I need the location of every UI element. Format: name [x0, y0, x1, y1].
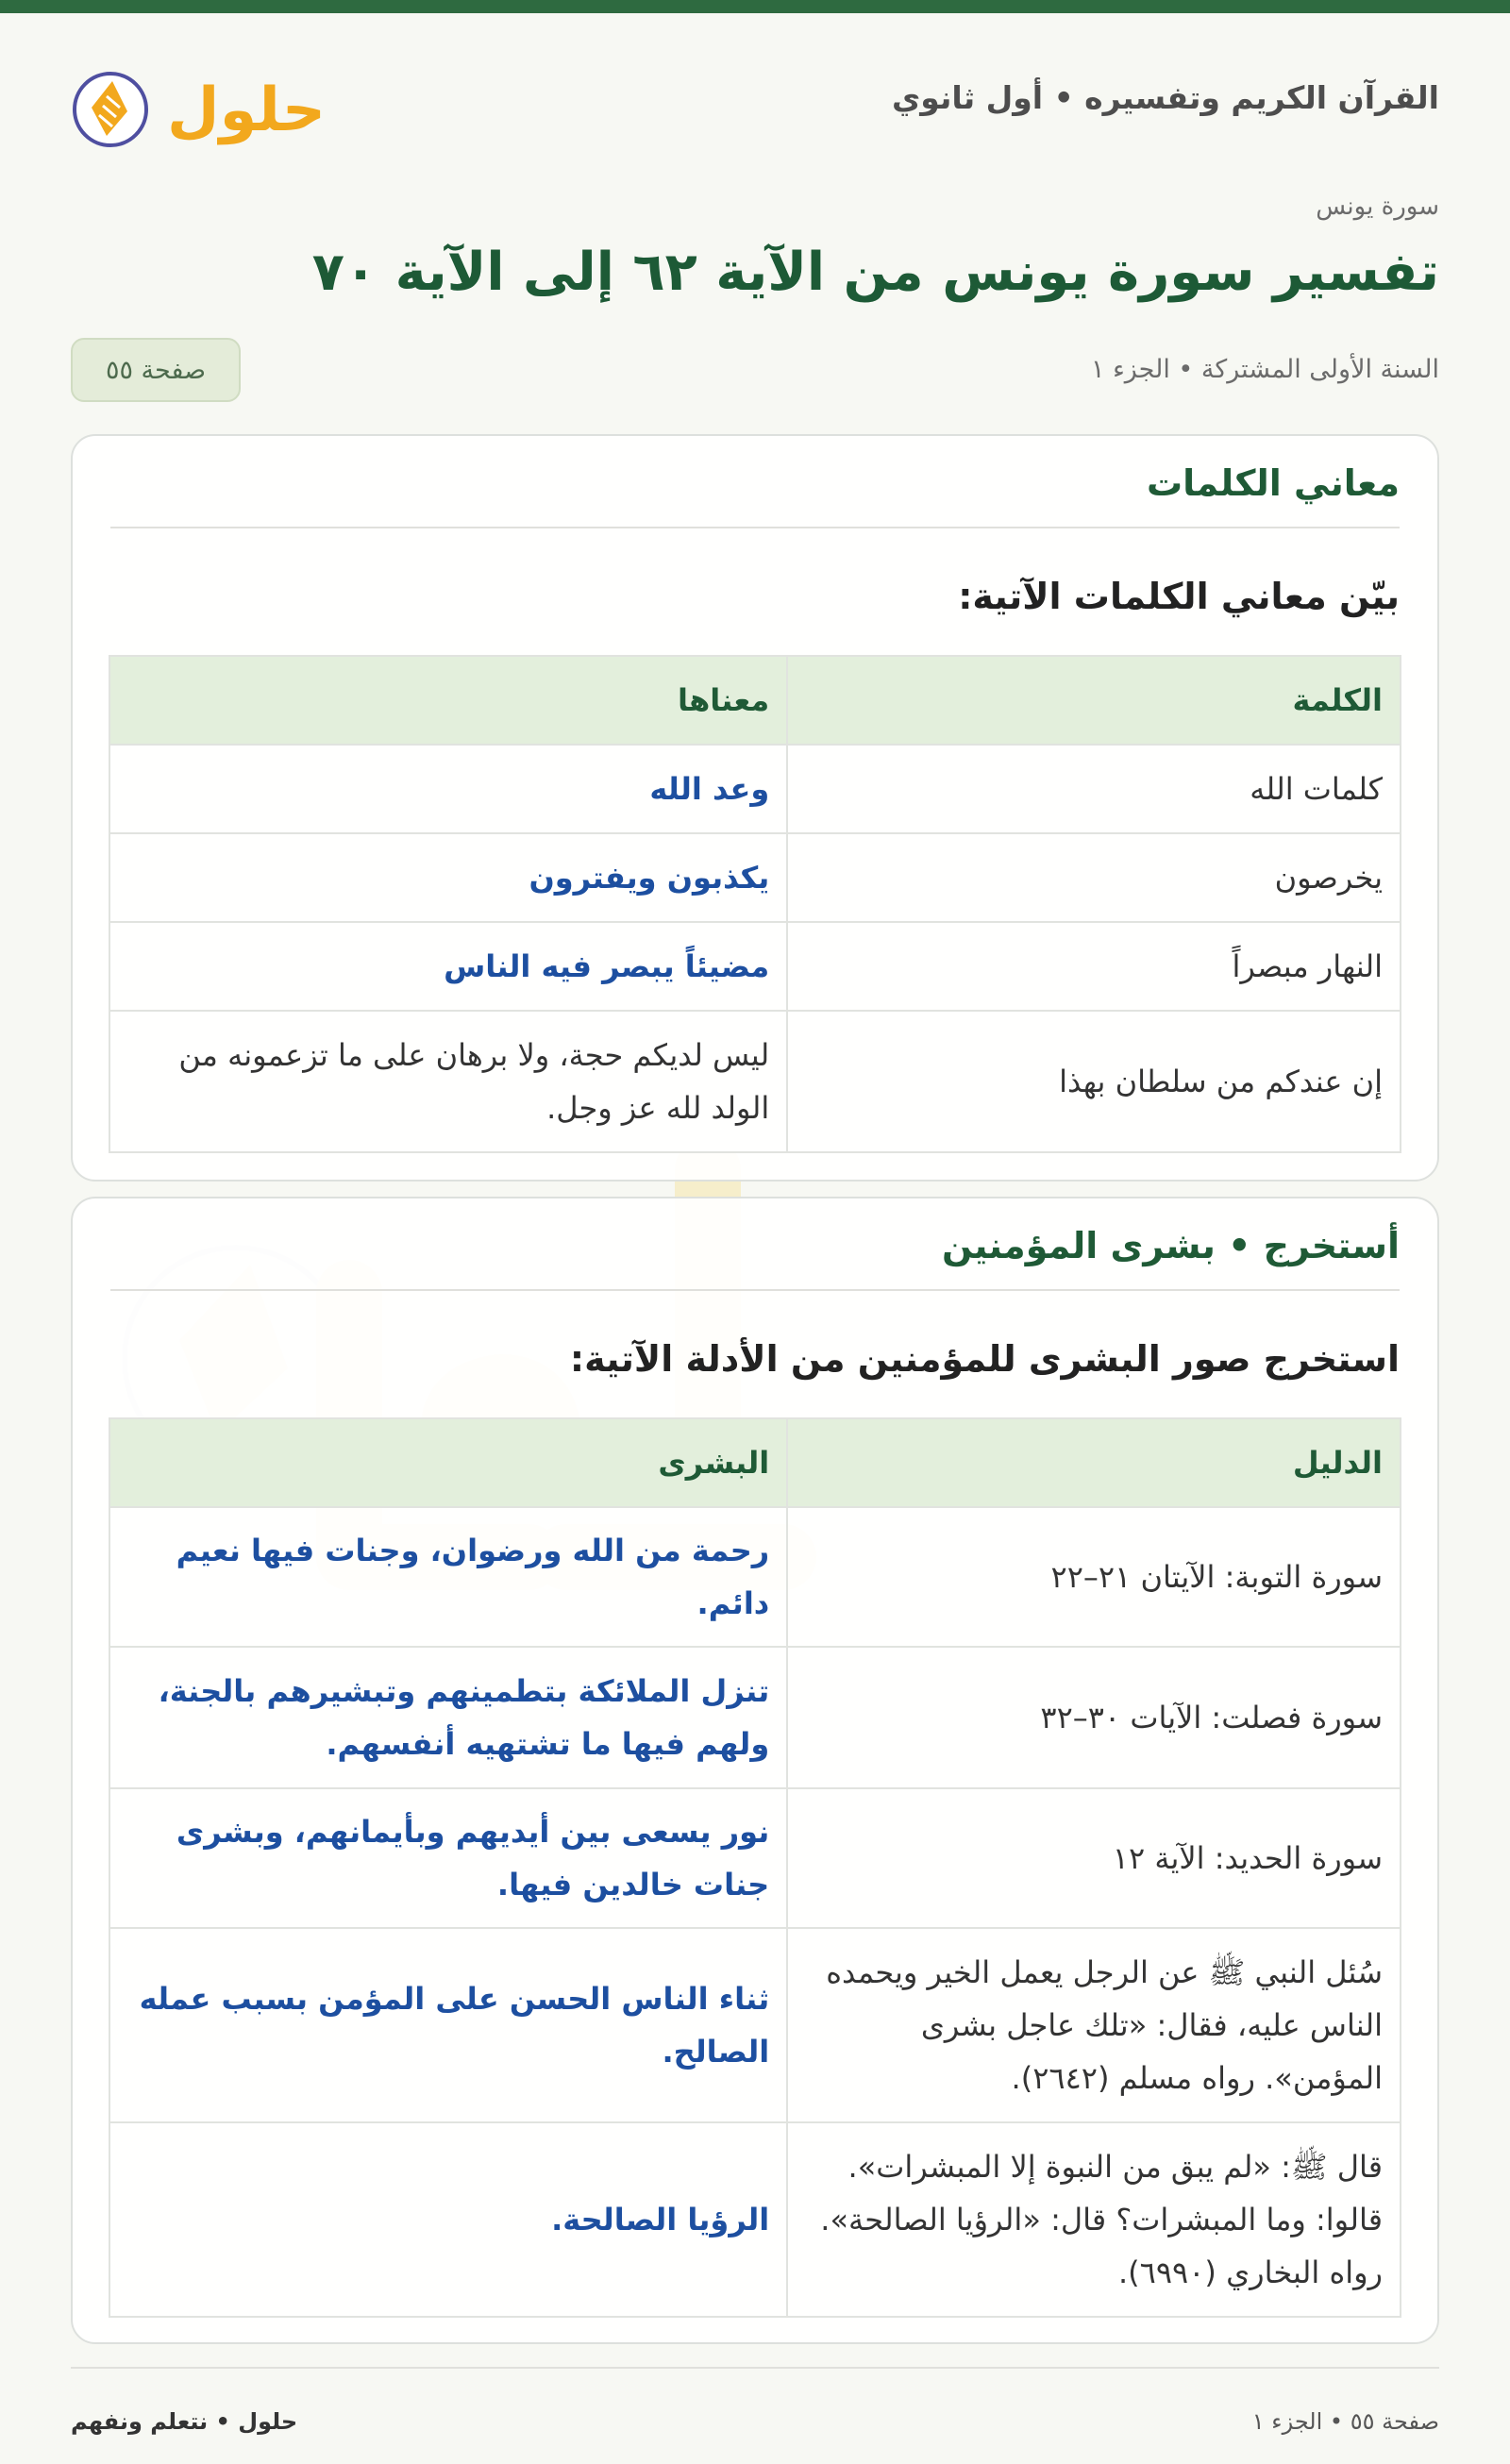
- glad-tidings-cell: تنزل الملائكة بتطمينهم وتبشيرهم بالجنة، ولهم فيها ما تشتهيه أنفسهم.: [109, 1647, 787, 1788]
- course-title: القرآن الكريم وتفسيره • أول ثانوي: [892, 79, 1439, 116]
- evidence-cell: سُئل النبي ﷺ عن الرجل يعمل الخير ويحمده الناس عليه، فقال: «تلك عاجل بشرى المؤمن». رواه مسلم (٢٦٤٢).: [787, 1928, 1401, 2122]
- glad-tidings-card: [71, 1197, 1439, 2344]
- meaning-cell: وعد الله: [109, 745, 787, 833]
- evidence-cell: قال ﷺ: «لم يبق من النبوة إلا المبشرات». قالوا: وما المبشرات؟ قال: «الرؤيا الصالحة». رواه البخاري (٦٩٩٠).: [787, 2122, 1401, 2317]
- table-row: [109, 833, 1401, 922]
- lesson-meta: السنة الأولى المشتركة • الجزء ١: [1090, 355, 1439, 384]
- section-title: أستخرج • بشرى المؤمنين: [110, 1225, 1400, 1291]
- page-header: [71, 13, 1439, 193]
- evidence-cell: سورة التوبة: الآيتان ٢١–٢٢: [787, 1507, 1401, 1647]
- word-cell: النهار مبصراً: [787, 922, 1401, 1011]
- glad-tidings-cell: الرؤيا الصالحة.: [109, 2122, 787, 2317]
- top-accent-bar: [0, 0, 1510, 13]
- table-row: [109, 1507, 1401, 1647]
- table-row: [109, 1011, 1401, 1152]
- column-header-evidence: الدليل: [787, 1418, 1401, 1507]
- page-number-badge: صفحة ٥٥: [71, 338, 241, 402]
- breadcrumb[interactable]: سورة يونس: [1316, 193, 1439, 221]
- word-meanings-card: [71, 434, 1439, 1182]
- table-row: [109, 1788, 1401, 1928]
- svg-text:حلول: حلول: [167, 75, 326, 145]
- table-row: [109, 1928, 1401, 2122]
- meaning-cell: يكذبون ويفترون: [109, 833, 787, 922]
- table-row: [109, 745, 1401, 833]
- table-row: [109, 1647, 1401, 1788]
- question-text: بيّن معاني الكلمات الآتية:: [958, 576, 1400, 617]
- meaning-cell: ليس لديكم حجة، ولا برهان على ما تزعمونه من الولد لله عز وجل.: [109, 1011, 787, 1152]
- column-header-meaning: معناها: [109, 656, 787, 745]
- evidence-cell: سورة الحديد: الآية ١٢: [787, 1788, 1401, 1928]
- word-cell: يخرصون: [787, 833, 1401, 922]
- glad-tidings-cell: نور يسعى بين أيديهم وبأيمانهم، وبشرى جنات خالدين فيها.: [109, 1788, 787, 1928]
- hulul-logo[interactable]: [71, 53, 326, 166]
- footer-page-info: صفحة ٥٥ • الجزء ١: [1251, 2408, 1439, 2435]
- section-title: معاني الكلمات: [110, 462, 1400, 528]
- page-footer: [71, 2367, 1439, 2444]
- meaning-cell: مضيئاً يبصر فيه الناس: [109, 922, 787, 1011]
- glad-tidings-table: [109, 1417, 1401, 2318]
- glad-tidings-cell: ثناء الناس الحسن على المؤمن بسبب عمله الصالح.: [109, 1928, 787, 2122]
- column-header-word: الكلمة: [787, 656, 1401, 745]
- question-text: استخرج صور البشرى للمؤمنين من الأدلة الآتية:: [569, 1338, 1400, 1380]
- table-row: [109, 922, 1401, 1011]
- word-cell: إن عندكم من سلطان بهذا: [787, 1011, 1401, 1152]
- glad-tidings-cell: رحمة من الله ورضوان، وجنات فيها نعيم دائم.: [109, 1507, 787, 1647]
- word-meanings-table: [109, 655, 1401, 1153]
- column-header-glad-tidings: البشرى: [109, 1418, 787, 1507]
- page-title: تفسير سورة يونس من الآية ٦٢ إلى الآية ٧٠: [311, 242, 1439, 303]
- table-row: [109, 2122, 1401, 2317]
- page: [71, 13, 1439, 2290]
- evidence-cell: سورة فصلت: الآيات ٣٠–٣٢: [787, 1647, 1401, 1788]
- footer-brand: حلول • نتعلم ونفهم: [71, 2408, 298, 2435]
- word-cell: كلمات الله: [787, 745, 1401, 833]
